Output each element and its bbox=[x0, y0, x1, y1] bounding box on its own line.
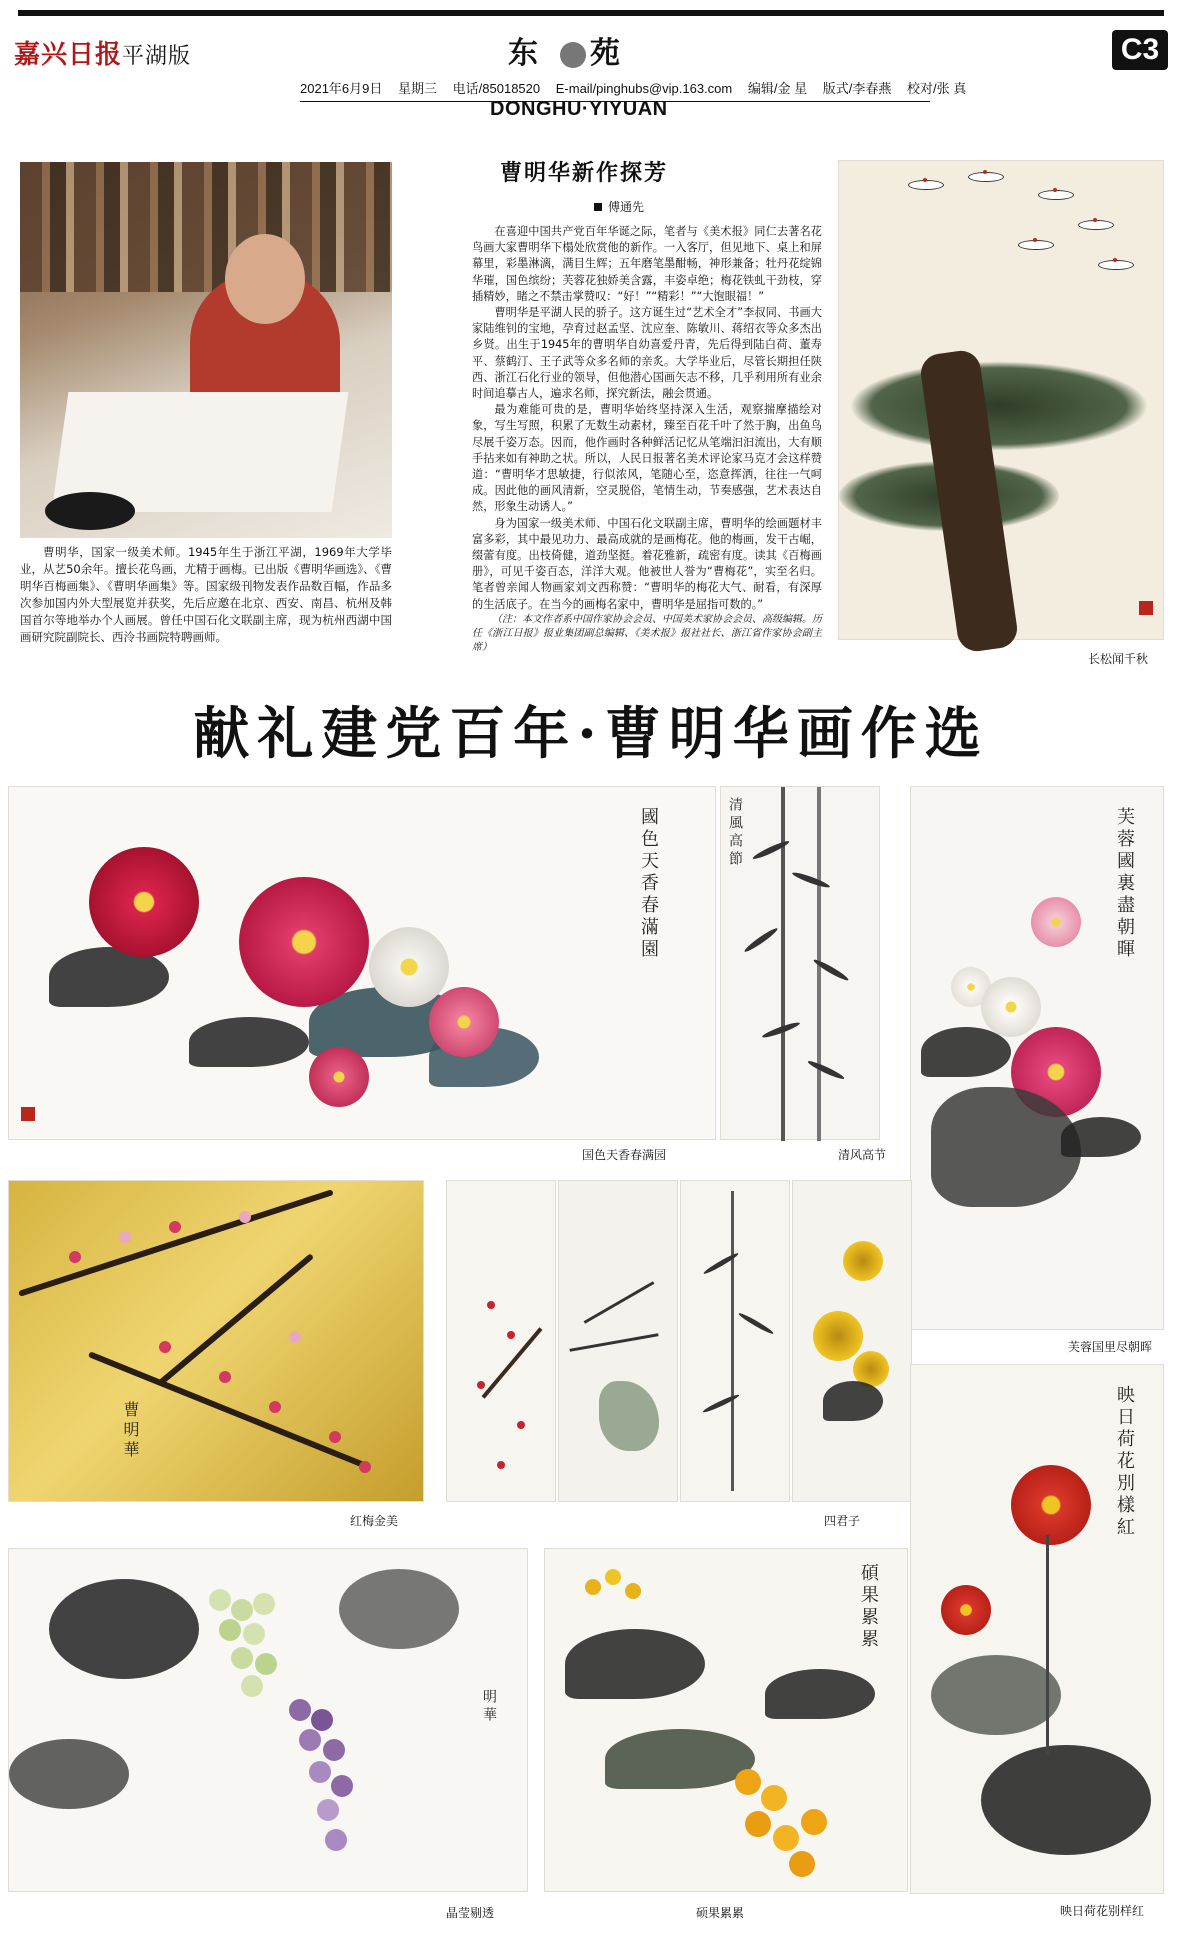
grape-berry-shape bbox=[331, 1775, 353, 1797]
caption-plum-gold: 红梅金美 bbox=[350, 1514, 399, 1528]
article-title: 曹明华新作探芳 bbox=[500, 160, 669, 186]
issue-date: 2021年6月9日 bbox=[300, 81, 383, 96]
bamboo-leaf-shape bbox=[737, 1311, 774, 1335]
plum-flower-shape bbox=[359, 1461, 371, 1473]
bamboo-leaf-shape bbox=[702, 1393, 740, 1414]
grape-leaf-shape bbox=[339, 1569, 459, 1649]
painting-four-plum bbox=[446, 1180, 556, 1502]
plum-flower-shape bbox=[497, 1461, 505, 1469]
peony-blossom-shape bbox=[429, 987, 499, 1057]
loquat-leaf-shape bbox=[565, 1629, 705, 1699]
painting-four-orchid bbox=[558, 1180, 678, 1502]
artist-bio-caption: 曹明华，国家一级美术师。1945年生于浙江平湖，1969年大学毕业，从艺50余年。擅长花鸟画，尤精于画梅。已出版《曹明华画选》、《曹明华百梅画集》、《曹明华画集》等。国家级刊物发表作品数百幅，作品多次参加国内外大型展览并获奖，先后应邀在北京、西安、南昌、杭州及韩国首尔等地举办个人画展。曾任中国石化文联副主席，现为杭州西湖中国画研究院副院长、西泠书画院特聘画师。 bbox=[20, 545, 392, 644]
grape-berry-shape bbox=[219, 1619, 241, 1641]
column-pinyin-title: DONGHU·YIYUAN bbox=[490, 98, 668, 120]
grape-berry-shape bbox=[209, 1589, 231, 1611]
plum-flower-shape bbox=[219, 1371, 231, 1383]
orchid-leaf-shape bbox=[584, 1281, 655, 1324]
grape-leaf-shape bbox=[9, 1739, 129, 1809]
plum-flower-shape bbox=[517, 1421, 525, 1429]
painting-hibiscus bbox=[910, 786, 1164, 1330]
grape-berry-shape bbox=[253, 1593, 275, 1615]
peony-blossom-shape bbox=[309, 1047, 369, 1107]
grape-berry-shape bbox=[289, 1699, 311, 1721]
grape-berry-shape bbox=[323, 1739, 345, 1761]
article-paragraph: 曹明华是平湖人民的骄子。这方诞生过“艺术全才”李叔同、书画大家陆维钊的宝地，孕育过赵孟坚、沈应奎、陈敏川、蒋绍衣等众多杰出乡贤。出生于1945年的曹明华自幼喜爱丹青，先后得到陆白荷、董寿平、蔡鹤汀、王子武等众多名师的亲炙。大学毕业后，尽管长期担任陕西、浙江石化行业的领导，但他潜心国画矢志不移，几乎利用所有业余时间追摹古人，遍求名师，探究新法，融会贯通。 bbox=[472, 306, 822, 401]
top-rule bbox=[18, 10, 1164, 16]
painting-red-plum-gold bbox=[8, 1180, 424, 1502]
issue-phone: 电话/85018520 bbox=[452, 81, 541, 96]
red-seal-icon bbox=[1139, 601, 1153, 615]
ink-leaf-shape bbox=[1061, 1117, 1141, 1157]
plum-flower-shape bbox=[329, 1431, 341, 1443]
plum-flower-shape bbox=[487, 1301, 495, 1309]
author-note: （注：本文作者系中国作家协会会员、中国美术家协会会员、高级编辑。历任《浙江日报》报业集团副总编辑、《美术报》报社社长、浙江省作家协会副主席） bbox=[472, 613, 822, 653]
article-byline bbox=[594, 198, 644, 215]
column-logo-right: 苑 bbox=[590, 36, 638, 71]
grape-berry-shape bbox=[311, 1709, 333, 1731]
article-paragraph: 最为难能可贵的是，曹明华始终坚持深入生活，观察揣摩描绘对象，写生写照，积累了无数生动素材，臻至百花千叶了然于胸，出鱼鸟尽展千姿万态。因而，他作画时各种鲜活记忆从笔端汩汩流出，大有顺手拈来如有神助之状。所以，人民日报著名美术评论家马克才会这样赞道：“曹明华才思敏捷，行似浓风，笔随心至，恣意挥洒，往往一气呵成。因此他的画风清新，空灵脱俗，笔情生动，节奏感强，艺术表达自然，形象生动诱人。” bbox=[472, 403, 822, 514]
bamboo-stalk-shape bbox=[731, 1191, 734, 1491]
artist-portrait-photo bbox=[20, 162, 392, 538]
loquat-fruit-shape bbox=[585, 1579, 601, 1595]
hibiscus-blossom-shape bbox=[981, 977, 1041, 1037]
plum-flower-shape bbox=[269, 1401, 281, 1413]
artist-head-shape bbox=[225, 234, 305, 324]
brand-name: 嘉兴日报 bbox=[14, 40, 123, 70]
byline-author: 傅通先 bbox=[608, 200, 645, 214]
plum-flower-shape bbox=[69, 1251, 81, 1263]
caption-hibiscus: 芙蓉国里尽朝晖 bbox=[1068, 1340, 1153, 1354]
hibiscus-blossom-shape bbox=[1031, 897, 1081, 947]
issue-layout: 版式/李春燕 bbox=[822, 81, 892, 96]
grape-berry-shape bbox=[243, 1623, 265, 1645]
plum-flower-shape bbox=[477, 1381, 485, 1389]
chrysanthemum-shape bbox=[843, 1241, 883, 1281]
painting-bamboo bbox=[720, 786, 880, 1140]
loquat-fruit-shape bbox=[773, 1825, 799, 1851]
hibiscus-inscription: 芙蓉國裏盡朝暉 bbox=[1114, 807, 1135, 961]
caption-four-gentlemen: 四君子 bbox=[824, 1514, 861, 1528]
grape-berry-shape bbox=[309, 1761, 331, 1783]
grape-berry-shape bbox=[325, 1829, 347, 1851]
loquat-inscription: 碩果累累 bbox=[858, 1563, 879, 1651]
grape-berry-shape bbox=[241, 1675, 263, 1697]
plum-flower-shape bbox=[169, 1221, 181, 1233]
grape-berry-shape bbox=[231, 1599, 253, 1621]
loquat-leaf-shape bbox=[765, 1669, 875, 1719]
loquat-fruit-shape bbox=[605, 1569, 621, 1585]
painting-peony bbox=[8, 786, 716, 1140]
peony-inscription: 國色天香春滿園 bbox=[638, 807, 659, 961]
plum-branch-shape bbox=[157, 1253, 314, 1386]
painting-four-chrysanthemum bbox=[792, 1180, 912, 1502]
crane-shape bbox=[1079, 221, 1113, 229]
caption-lotus: 映日荷花别样红 bbox=[1060, 1904, 1145, 1918]
plum-flower-shape bbox=[289, 1331, 301, 1343]
bookshelf-shape bbox=[20, 162, 392, 292]
grape-signature: 明華 bbox=[481, 1689, 497, 1725]
ink-leaf-shape bbox=[189, 1017, 309, 1067]
issue-weekday: 星期三 bbox=[398, 81, 438, 96]
caption-grape: 晶莹剔透 bbox=[446, 1906, 495, 1920]
plum-flower-shape bbox=[119, 1231, 131, 1243]
lotus-leaf-shape bbox=[981, 1745, 1151, 1855]
plum-signature: 曹明華 bbox=[121, 1401, 140, 1461]
bamboo-leaf-shape bbox=[807, 1059, 846, 1081]
crane-shape bbox=[909, 181, 943, 189]
plum-flower-shape bbox=[159, 1341, 171, 1353]
painting-lotus bbox=[910, 1364, 1164, 1894]
section-badge: C3 bbox=[1112, 30, 1168, 70]
plum-flower-shape bbox=[239, 1211, 251, 1223]
lotus-leaf-shape bbox=[931, 1655, 1061, 1735]
peony-blossom-shape bbox=[89, 847, 199, 957]
lotus-inscription: 映日荷花別樣紅 bbox=[1114, 1385, 1135, 1539]
painting-grape bbox=[8, 1548, 528, 1892]
grape-leaf-shape bbox=[49, 1579, 199, 1679]
crane-shape bbox=[1039, 191, 1073, 199]
crane-shape bbox=[969, 173, 1003, 181]
lotus-blossom-shape bbox=[1011, 1465, 1091, 1545]
loquat-fruit-shape bbox=[625, 1583, 641, 1599]
column-logo-left: 东 bbox=[508, 36, 556, 71]
feature-title: 献礼建党百年·曹明华画作选 bbox=[193, 701, 989, 767]
byline-square-icon bbox=[594, 203, 602, 211]
painting-loquat bbox=[544, 1548, 908, 1892]
ink-leaf-shape bbox=[823, 1381, 883, 1421]
lotus-stem-shape bbox=[1046, 1535, 1049, 1755]
bamboo-stalk-shape bbox=[781, 787, 785, 1141]
grape-berry-shape bbox=[299, 1729, 321, 1751]
issue-editor: 编辑/金 星 bbox=[747, 81, 808, 96]
loquat-fruit-shape bbox=[801, 1809, 827, 1835]
bamboo-leaf-shape bbox=[743, 926, 779, 954]
column-logo bbox=[508, 28, 638, 72]
ink-leaf-shape bbox=[921, 1027, 1011, 1077]
loquat-fruit-shape bbox=[761, 1785, 787, 1811]
column-logo-ornament bbox=[560, 42, 586, 68]
loquat-fruit-shape bbox=[789, 1851, 815, 1877]
crane-shape bbox=[1019, 241, 1053, 249]
grape-berry-shape bbox=[255, 1653, 277, 1675]
painting-four-bamboo bbox=[680, 1180, 790, 1502]
article-body bbox=[472, 224, 822, 653]
caption-pine: 长松闻千秋 bbox=[1088, 652, 1149, 666]
bamboo-leaf-shape bbox=[791, 870, 831, 889]
pine-needles-shape bbox=[849, 361, 1149, 451]
peony-blossom-shape bbox=[239, 877, 369, 1007]
issue-email: E-mail/pinghubs@vip.163.com bbox=[555, 81, 733, 96]
caption-loquat: 硕果累累 bbox=[696, 1906, 745, 1920]
bamboo-inscription: 清風高節 bbox=[727, 797, 743, 869]
loquat-fruit-shape bbox=[735, 1769, 761, 1795]
inkstone-shape bbox=[45, 492, 135, 530]
issue-proofreader: 校对/张 真 bbox=[906, 81, 967, 96]
grape-berry-shape bbox=[317, 1799, 339, 1821]
article-paragraph: 身为国家一级美术师、中国石化文联副主席，曹明华的绘画题材丰富多彩，其中最见功力、最高成就的是画梅花。他的梅画，发干古崛，缀蕾有度。出枝倚健，道劲坚挺。着花雅新，疏密有度。读其《百梅画册》，可见千姿百态，洋洋大观。他被世人誉为“曹梅花”，实至名归。笔者曾亲闻人物画家刘文西称赞：“曹明华的梅花大气、耐看，有深厚的生活底子。在当今的画梅名家中，曹明华是屈指可数的。” bbox=[472, 516, 822, 611]
caption-bamboo: 清风高节 bbox=[838, 1148, 887, 1162]
article-paragraph: 在喜迎中国共产党百年华诞之际，笔者与《美术报》同仁去著名花鸟画大家曹明华下榻处欣赏他的新作。一入客厅，但见地下、桌上和屏幕里，彩墨淋漓，满目生辉；五年磨笔墨酣畅，神形兼备；牡丹花绽锦华璀，国色缤纷；芙蓉花独娇美含露，丰姿卓绝；梅花铁虬干劲枝，穿插精妙，睹之不禁击掌赞叹：“好！”“精彩！”“大饱眼福！” bbox=[472, 225, 822, 303]
plum-flower-shape bbox=[507, 1331, 515, 1339]
crane-shape bbox=[1099, 261, 1133, 269]
caption-peony: 国色天香春满园 bbox=[582, 1148, 667, 1162]
lotus-blossom-shape bbox=[941, 1585, 991, 1635]
masthead-brand bbox=[14, 34, 191, 71]
loquat-leaf-shape bbox=[605, 1729, 755, 1789]
loquat-fruit-shape bbox=[745, 1811, 771, 1837]
painting-pine-cranes bbox=[838, 160, 1164, 640]
peony-blossom-shape bbox=[369, 927, 449, 1007]
chrysanthemum-shape bbox=[813, 1311, 863, 1361]
grape-berry-shape bbox=[231, 1647, 253, 1669]
rock-shape bbox=[599, 1381, 659, 1451]
edition-name: 平湖版 bbox=[122, 44, 192, 69]
orchid-leaf-shape bbox=[569, 1333, 658, 1352]
red-seal-icon bbox=[21, 1107, 35, 1121]
